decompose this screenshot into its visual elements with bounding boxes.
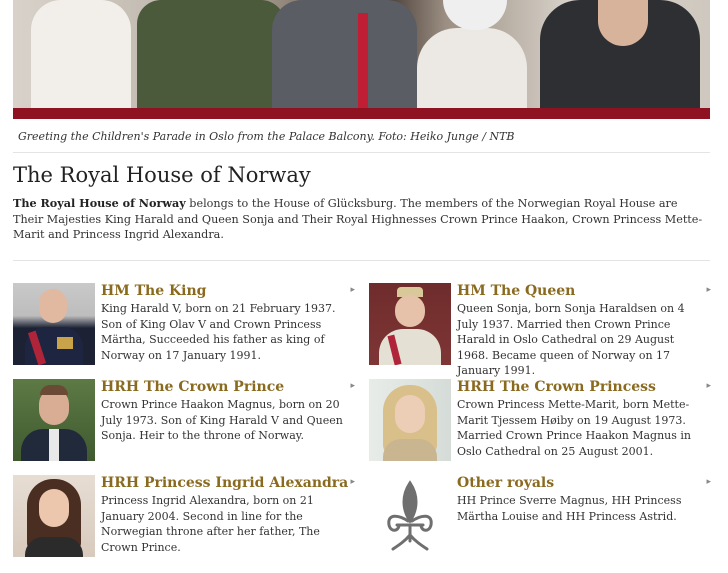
chevron-right-icon[interactable]: ▸ — [706, 477, 711, 487]
crown-prince-photo[interactable] — [13, 379, 95, 461]
member-description: Crown Prince Haakon Magnus, born on 20 July 1973. Son of King Harald V and Queen Sonja. Heir to the throne of Norway. — [101, 398, 343, 442]
member-card-queen[interactable] — [369, 283, 711, 377]
member-description: HH Prince Sverre Magnus, HH Princess Märtha Louise and HH Princess Astrid. — [457, 494, 682, 523]
intro-bold: The Royal House of Norway — [13, 196, 186, 210]
intro-body: belongs to the House of Glücksburg. The members of the Norwegian Royal House are Their Majesties King Harald and Queen Sonja and Their Royal Highnesses Crown Prince Haakon, Crown Princess Mette-Marit and Princess Ingrid Alexandra. — [13, 197, 703, 241]
member-description: Princess Ingrid Alexandra, born on 21 January 2004. Second in line for the Norwegian throne after her father, The Crown Prince. — [101, 494, 320, 554]
member-name[interactable]: Other royals — [457, 475, 555, 491]
divider — [13, 152, 710, 153]
chevron-right-icon[interactable]: ▸ — [706, 285, 711, 295]
member-name[interactable]: HRH Princess Ingrid Alexandra — [101, 475, 349, 491]
intro-text — [13, 196, 710, 243]
hero-caption: Greeting the Children's Parade in Oslo from the Palace Balcony. Foto: Heiko Junge / NTB — [18, 130, 515, 143]
crown-princess-photo[interactable] — [369, 379, 451, 461]
member-card-crown-princess[interactable] — [369, 379, 711, 463]
member-name[interactable]: HRH The Crown Prince — [101, 379, 285, 395]
member-description: Queen Sonja, born Sonja Haraldsen on 4 July 1937. Married then Crown Prince Harald in Oslo Cathedral on 29 August 1968. Became queen of Norway on 17 January 1991. — [457, 302, 685, 377]
member-card-other-royals[interactable] — [369, 475, 711, 559]
fleur-de-lis-icon[interactable] — [369, 475, 451, 557]
chevron-right-icon[interactable]: ▸ — [706, 381, 711, 391]
member-description: Crown Princess Mette-Marit, born Mette-Marit Tjessem Høiby on 19 August 1973. Married Crown Prince Haakon Magnus in Oslo Cathedral on 25 August 2001. — [457, 398, 691, 458]
member-card-princess-ingrid[interactable] — [13, 475, 355, 559]
chevron-right-icon[interactable]: ▸ — [350, 381, 355, 391]
member-card-king[interactable] — [13, 283, 355, 367]
hero-photo — [13, 0, 710, 119]
member-name[interactable]: HRH The Crown Princess — [457, 379, 656, 395]
page-title: The Royal House of Norway — [13, 163, 311, 187]
member-card-crown-prince[interactable] — [13, 379, 355, 463]
divider — [13, 260, 710, 261]
member-name[interactable]: HM The Queen — [457, 283, 576, 299]
member-description: King Harald V, born on 21 February 1937. Son of King Olav V and Crown Princess Märtha, Succeeded his father as king of Norway on 17 January 1991. — [101, 302, 336, 362]
king-photo[interactable] — [13, 283, 95, 365]
princess-ingrid-photo[interactable] — [13, 475, 95, 557]
chevron-right-icon[interactable]: ▸ — [350, 285, 355, 295]
queen-photo[interactable] — [369, 283, 451, 365]
chevron-right-icon[interactable]: ▸ — [350, 477, 355, 487]
member-name[interactable]: HM The King — [101, 283, 207, 299]
